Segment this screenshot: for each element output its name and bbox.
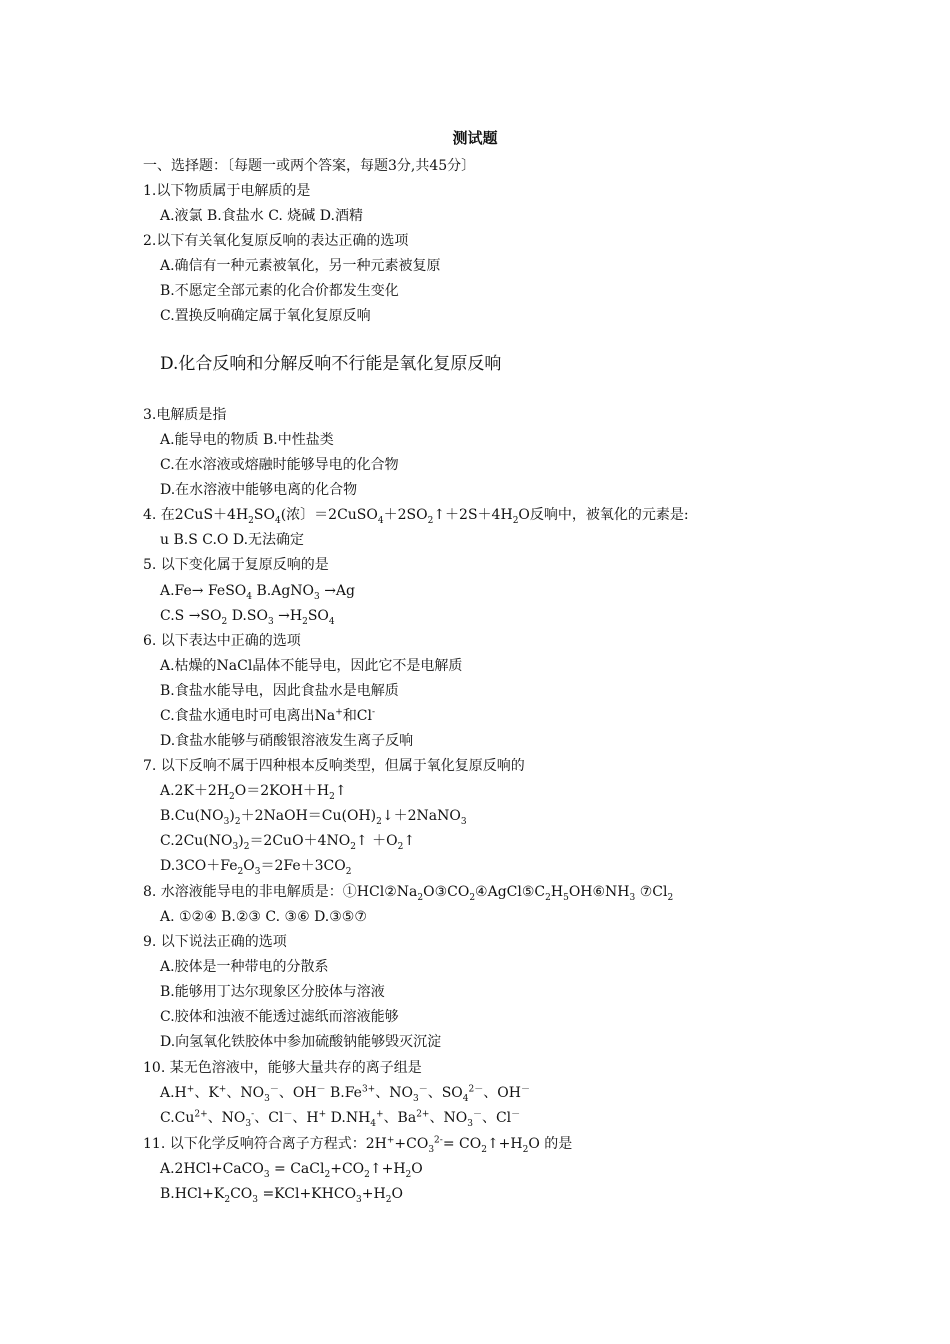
text-line: 5. 以下变化属于复原反响的是	[143, 557, 329, 573]
text-line: D.化合反响和分解反响不行能是氧化复原反响	[160, 354, 502, 374]
text-line: u B.S C.O D.无法确定	[160, 532, 305, 548]
text-line: B.食盐水能导电，因此食盐水是电解质	[160, 683, 399, 699]
text-line: D.食盐水能够与硝酸银溶液发生离子反响	[160, 733, 414, 749]
text-line: C.置换反响确定属于氧化复原反响	[160, 308, 371, 324]
text-line: A.H+、K+、$NO_3^-$、OH－ $B.Fe^{3+}$、$NO_3^-$、$SO_4^{2-}$、OH－	[160, 1084, 530, 1104]
text-line: 8. 水溶液能导电的非电解质是：$①HCl②Na_2O③CO_2④AgCl⑤C_2H_5OH⑥NH_3$ $⑦Cl_2$	[143, 884, 674, 903]
text-line: A.液氯 B.食盐水 C. 烧碱 D.酒精	[160, 208, 363, 224]
text-line: A.能导电的物质 B.中性盐类	[160, 432, 334, 448]
text-line: 11. 以下化学反响符合离子方程式：$2H^++CO_3^{2-}=$ $CO_2↑+H_2O$ 的是	[143, 1135, 573, 1155]
text-line: 6. 以下表达中正确的选项	[143, 633, 301, 649]
text-line: C.食盐水通电时可电离出Na+和Cl-	[160, 707, 376, 724]
text-line: D.在水溶液中能够电离的化合物	[160, 482, 358, 498]
text-line: A.2HCl+CaCO$_3$ = $CaCl_2+CO_2↑+H_2O$	[160, 1161, 423, 1180]
text-line: 2.以下有关氧化复原反响的表达正确的选项	[143, 233, 409, 249]
text-line: $D.3CO+Fe_2O_3=2Fe+3CO_2$	[160, 858, 352, 877]
page-title: 测试题	[452, 129, 498, 147]
text-line: $B.HCl+K_2CO_3$ $=KCl+KHCO_3+H_2O$	[160, 1186, 403, 1205]
text-line: C.在水溶液或熔融时能够导电的化合物	[160, 457, 399, 473]
text-line: $A.2K+2H_2O=2KOH+H_2↑$	[160, 783, 347, 802]
text-line: 9. 以下说法正确的选项	[143, 934, 287, 950]
text-line: $C.S \to SO_2$ $D.SO_3 \to H_2SO_4$	[160, 608, 335, 627]
text-line: 1.以下物质属于电解质的是	[143, 183, 311, 199]
text-line: 10. 某无色溶液中，能够大量共存的离子组是	[143, 1060, 422, 1076]
text-line: $C.Cu^{2+}$、$NO_3^-$、Cl－、H+ $D.NH_4^+$、$Ba^{2+}$、$NO_3^-$、Cl－	[160, 1109, 521, 1129]
text-line: A.Fe→ FeSO$_4$ B.AgNO$_3$ →Ag	[160, 583, 356, 602]
text-line: $C.2Cu(NO_3)_2=2CuO+4NO_2↑$ $+O_2↑$	[160, 833, 416, 852]
text-line: B.能够用丁达尔现象区分胶体与溶液	[160, 984, 385, 1000]
text-line: B.不愿定全部元素的化合价都发生变化	[160, 283, 399, 299]
text-line: A. ①②④ B.②③ C. ③⑥ D.③⑤⑦	[160, 909, 367, 925]
text-line: 3.电解质是指	[143, 407, 227, 423]
text-line: C.胶体和浊液不能透过滤纸而溶液能够	[160, 1009, 399, 1025]
text-line: D.向氢氧化铁胶体中参加硫酸钠能够毁灭沉淀	[160, 1034, 442, 1050]
text-line: A.枯燥的NaCl晶体不能导电，因此它不是电解质	[160, 658, 463, 674]
text-line: $B.Cu(NO_3)_2+2NaOH=Cu(OH)_2↓+2NaNO_3$	[160, 808, 467, 827]
text-line: 7. 以下反响不属于四种根本反响类型，但属于氧化复原反响的	[143, 758, 525, 774]
text-line: 一、选择题：〔每题一或两个答案，每题3分,共45分〕	[143, 158, 476, 174]
text-line: 4. 在$2CuS+4H_2SO_4$(浓〕$=2CuSO_4+2SO_2↑+2S+4H_2O$反响中，被氧化的元素是:	[143, 507, 689, 526]
text-line: A.确信有一种元素被氧化，另一种元素被复原	[160, 258, 441, 274]
text-line: A.胶体是一种带电的分散系	[160, 959, 329, 975]
